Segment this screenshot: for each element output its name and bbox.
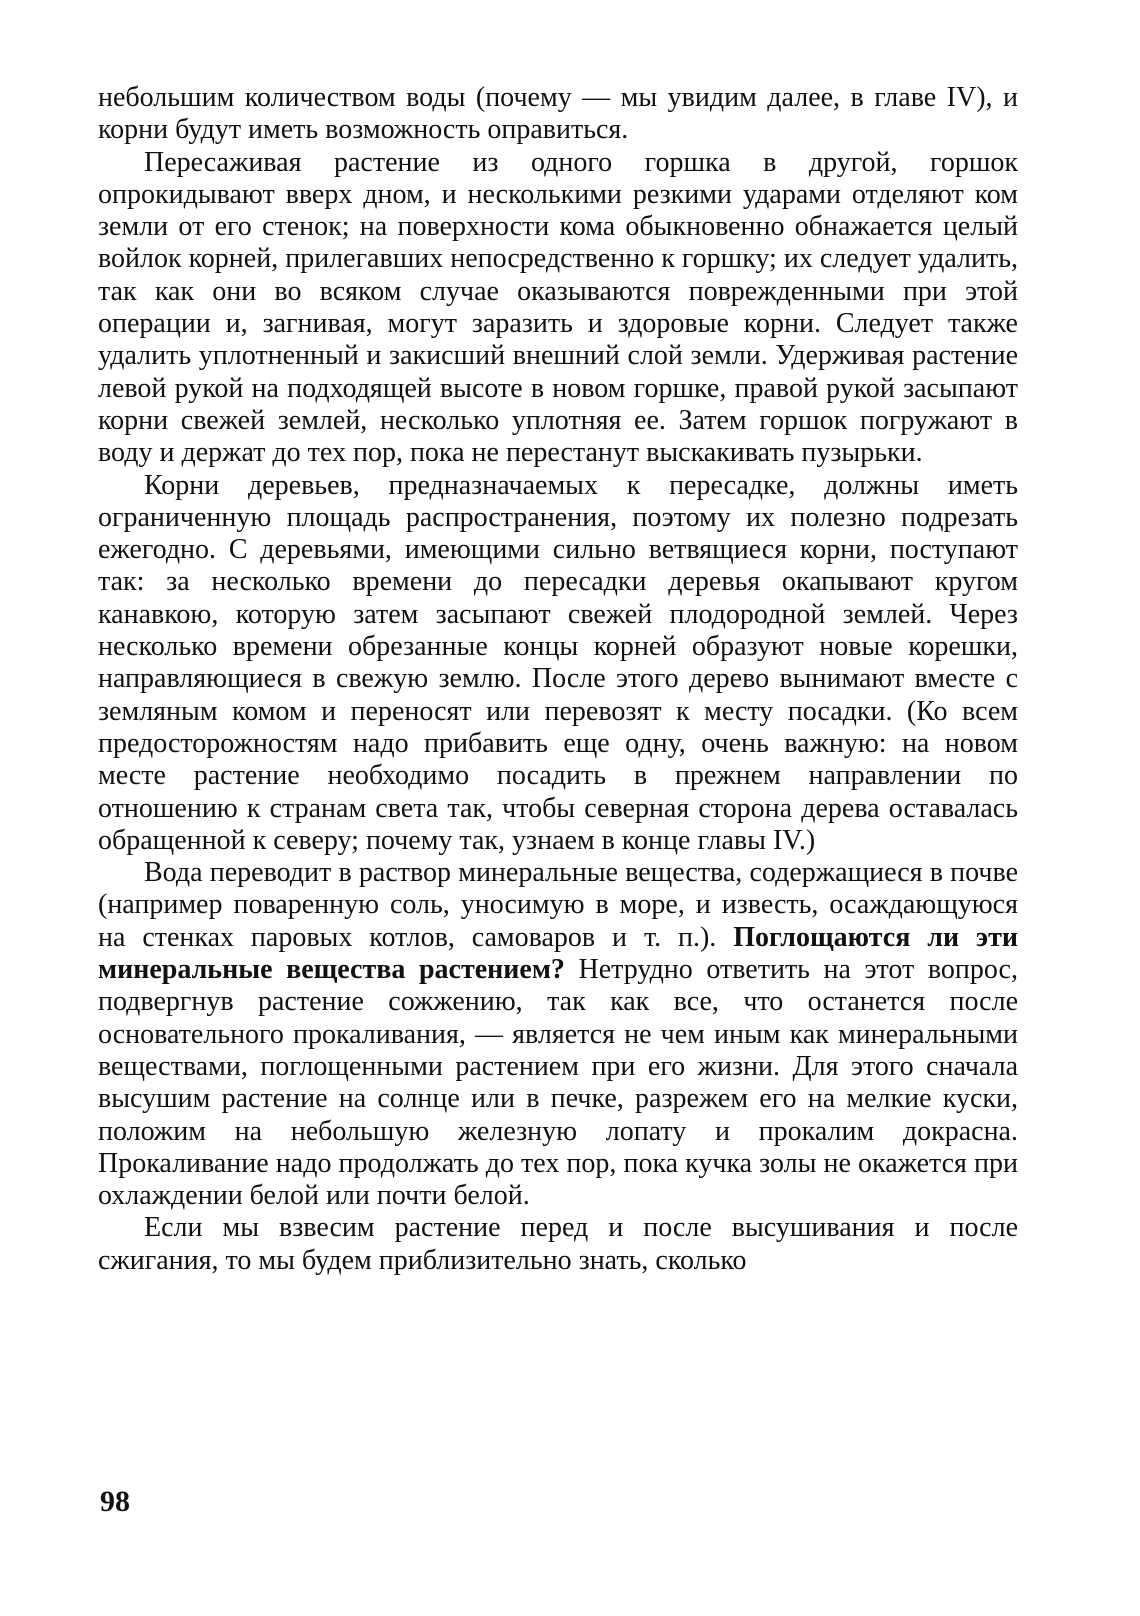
paragraph-4 <box>98 857 1018 1212</box>
paragraph-4-text-after: Нетрудно ответить на этот вопрос, подвергнув растение сожжению, так как все, что останется после основательного прокаливания, — является не чем иным как минеральными веществами, поглощенными растением при его жизни. Для этого сначала высушим растение на солнце или в печке, разрежем его на мелкие куски, положим на небольшую железную лопату и прокалим докрасна. Прокаливание надо продолжать до тех пор, пока кучка золы не окажется при охлаждении белой или почти белой. <box>98 954 1018 1212</box>
body-text <box>98 82 1018 1277</box>
paragraph-5: Если мы взвесим растение перед и после высушивания и после сжигания, то мы будем приблизительно знать, сколько <box>98 1212 1018 1276</box>
paragraph-2: Пересаживая растение из одного горшка в другой, горшок опрокидывают вверх дном, и несколькими резкими ударами отделяют ком земли от его стенок; на поверхности кома обыкновенно обнажается целый войлок корней, прилегавших непосредственно к горшку; их следует удалить, так как они во всяком случае оказываются поврежденными при этой операции и, загнивая, могут заразить и здоровые корни. Следует также удалить уплотненный и закисший внешний слой земли. Удерживая растение левой рукой на подходящей высоте в новом горшке, правой рукой засыпают корни свежей землей, несколько уплотняя ее. Затем горшок погружают в воду и держат до тех пор, пока не перестанут выскакивать пузырьки. <box>98 146 1018 469</box>
paragraph-3: Корни деревьев, предназначаемых к пересадке, должны иметь ограниченную площадь распространения, поэтому их полезно подрезать ежегодно. С деревьями, имеющими сильно ветвящиеся корни, поступают так: за несколько времени до пересадки деревья окапывают кругом канавкою, которую затем засыпают свежей плодородной землей. Через несколько времени обрезанные концы корней образуют новые корешки, направляющиеся в свежую землю. После этого дерево вынимают вместе с земляным комом и переносят или перевозят к месту посадки. (Ко всем предосторожностям надо прибавить еще одну, очень важную: на новом месте растение необходимо посадить в прежнем направлении по отношению к странам света так, чтобы северная сторона дерева оставалась обращенной к северу; почему так, узнаем в конце главы IV.) <box>98 469 1018 856</box>
paragraph-4-bold-question: Поглощаются ли эти минеральные вещества растением? <box>98 921 1018 986</box>
paragraph-1: небольшим количеством воды (почему — мы увидим далее, в главе IV), и корни будут иметь возможность оправиться. <box>98 82 1018 146</box>
page-number: 98 <box>100 1485 130 1518</box>
paragraph-4-text-before: Вода переводит в раствор минеральные вещества, содержащиеся в почве (например поваренную соль, уносимую в море, и известь, осаждающуюся на стенках паровых котлов, самоваров и т. п.). <box>98 857 1018 953</box>
